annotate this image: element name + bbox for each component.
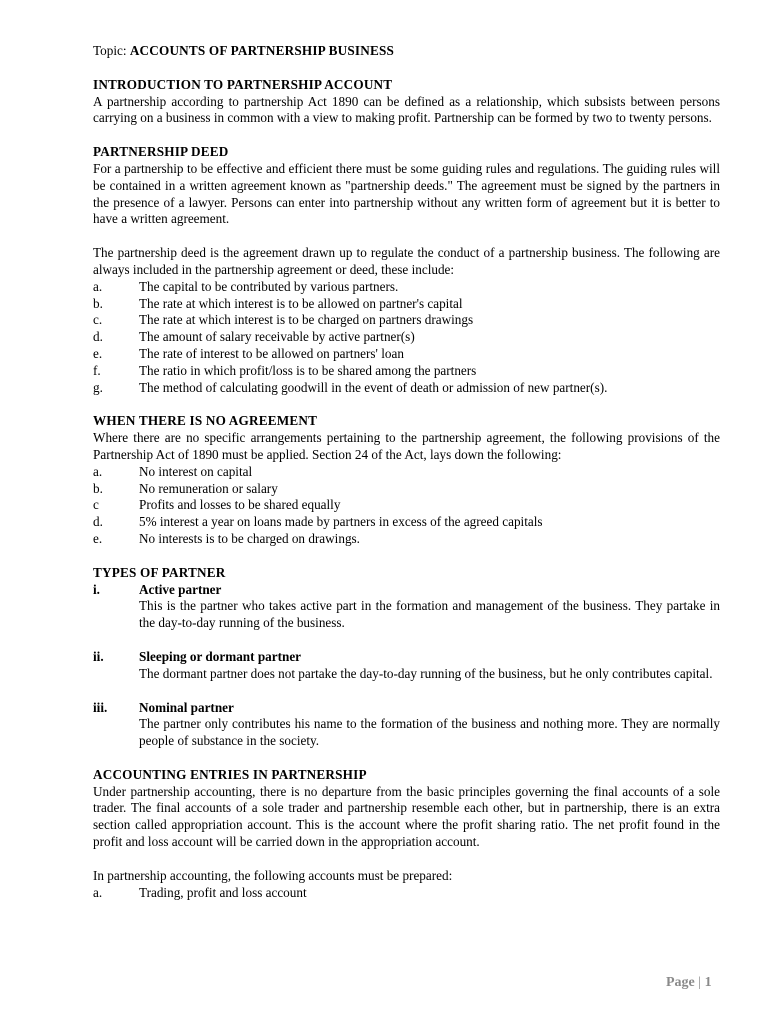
- partner-type-text: This is the partner who takes active part in the formation and management of the business. They partake in the day-to-day running of the business.: [139, 598, 720, 631]
- entries-paragraph-2: In partnership accounting, the following accounts must be prepared:: [93, 867, 453, 883]
- partner-type-item: iii. Nominal partner The partner only contributes his name to the formation of the business and nothing more. They are normally people of substance in the society.: [93, 699, 720, 749]
- types-heading: TYPES OF PARTNER: [93, 564, 226, 580]
- page-label: Page: [666, 975, 695, 990]
- noagreement-text: Where there are no specific arrangements pertaining to the partnership agreement, the following provisions of the Partnership Act of 1890 must be applied. Section 24 of the Act, lays down the following:: [93, 430, 720, 462]
- partner-type-title: Active partner: [139, 581, 222, 597]
- deed-list: [93, 279, 720, 397]
- list-item: d. The amount of salary receivable by active partner(s): [93, 329, 415, 345]
- document-body: [93, 43, 720, 901]
- list-item: f. The ratio in which profit/loss is to be shared among the partners: [93, 362, 477, 378]
- list-item: e. No interests is to be charged on drawings.: [93, 530, 360, 546]
- noagreement-list: [93, 464, 720, 548]
- partner-type-text: The dormant partner does not partake the day-to-day running of the business, but he only contributes capital.: [139, 665, 713, 681]
- partner-type-title: Nominal partner: [139, 699, 234, 715]
- list-item: g. The method of calculating goodwill in the event of death or admission of new partner(s).: [93, 379, 608, 395]
- page-number: 1: [704, 975, 712, 990]
- entries-heading: ACCOUNTING ENTRIES IN PARTNERSHIP: [93, 766, 367, 782]
- list-item: d. 5% interest a year on loans made by partners in excess of the agreed capitals: [93, 514, 543, 530]
- list-item: c Profits and losses to be shared equally: [93, 497, 341, 513]
- deed-paragraph-2: The partnership deed is the agreement drawn up to regulate the conduct of a partnership business. The following are always included in the partnership agreement or deed, these include:: [93, 245, 720, 277]
- topic-label: Topic:: [93, 43, 127, 58]
- list-item: c. The rate at which interest is to be charged on partners drawings: [93, 312, 474, 328]
- partner-type-text: The partner only contributes his name to the formation of the business and nothing more. They are normally people of substance in the society.: [139, 716, 720, 749]
- list-item: a. No interest on capital: [93, 463, 253, 479]
- footer-separator: |: [698, 975, 702, 990]
- intro-heading: INTRODUCTION TO PARTNERSHIP ACCOUNT: [93, 76, 393, 92]
- list-item: b. No remuneration or salary: [93, 480, 278, 496]
- noagreement-heading: WHEN THERE IS NO AGREEMENT: [93, 413, 318, 429]
- page-number-footer: [666, 975, 712, 992]
- list-item: a. The capital to be contributed by various partners.: [93, 278, 399, 294]
- partner-type-title: Sleeping or dormant partner: [139, 648, 302, 664]
- deed-paragraph-1: For a partnership to be effective and efficient there must be some guiding rules and regulations. The guiding rules will be contained in a written agreement known as "partnership deeds." The agreement must be signed by the partners in the presence of a lawyer. Persons can enter into partnership without any written form of agreement but it is better to have a written agreement.: [93, 160, 720, 227]
- partner-type-item: ii. Sleeping or dormant partner The dormant partner does not partake the day-to-day running of the business, but he only contributes capital.: [93, 649, 720, 683]
- deed-heading: PARTNERSHIP DEED: [93, 144, 229, 160]
- list-item: e. The rate of interest to be allowed on partners' loan: [93, 345, 404, 361]
- entries-paragraph-1: Under partnership accounting, there is no departure from the basic principles governing the final accounts of a sole trader. The final accounts of a sole trader and partnership resemble each other, but in partnership, there is an extra section called appropriation account. This is the account where the profit sharing ratio. The net profit found in the profit and loss account will be carried down in the appropriation account.: [93, 783, 720, 850]
- topic-title: ACCOUNTS OF PARTNERSHIP BUSINESS: [129, 43, 395, 58]
- topic-line: [93, 43, 720, 60]
- intro-text: A partnership according to partnership Act 1890 can be defined as a relationship, which subsists between persons carrying on a business in common with a view to making profit. Partnership can be formed by two to twenty persons.: [93, 93, 720, 126]
- list-item: b. The rate at which interest is to be allowed on partner's capital: [93, 295, 463, 311]
- list-item: a. Trading, profit and loss account: [93, 884, 307, 900]
- partner-type-item: i. Active partner This is the partner who takes active part in the formation and management of the business. They partake in the day-to-day running of the business.: [93, 581, 720, 631]
